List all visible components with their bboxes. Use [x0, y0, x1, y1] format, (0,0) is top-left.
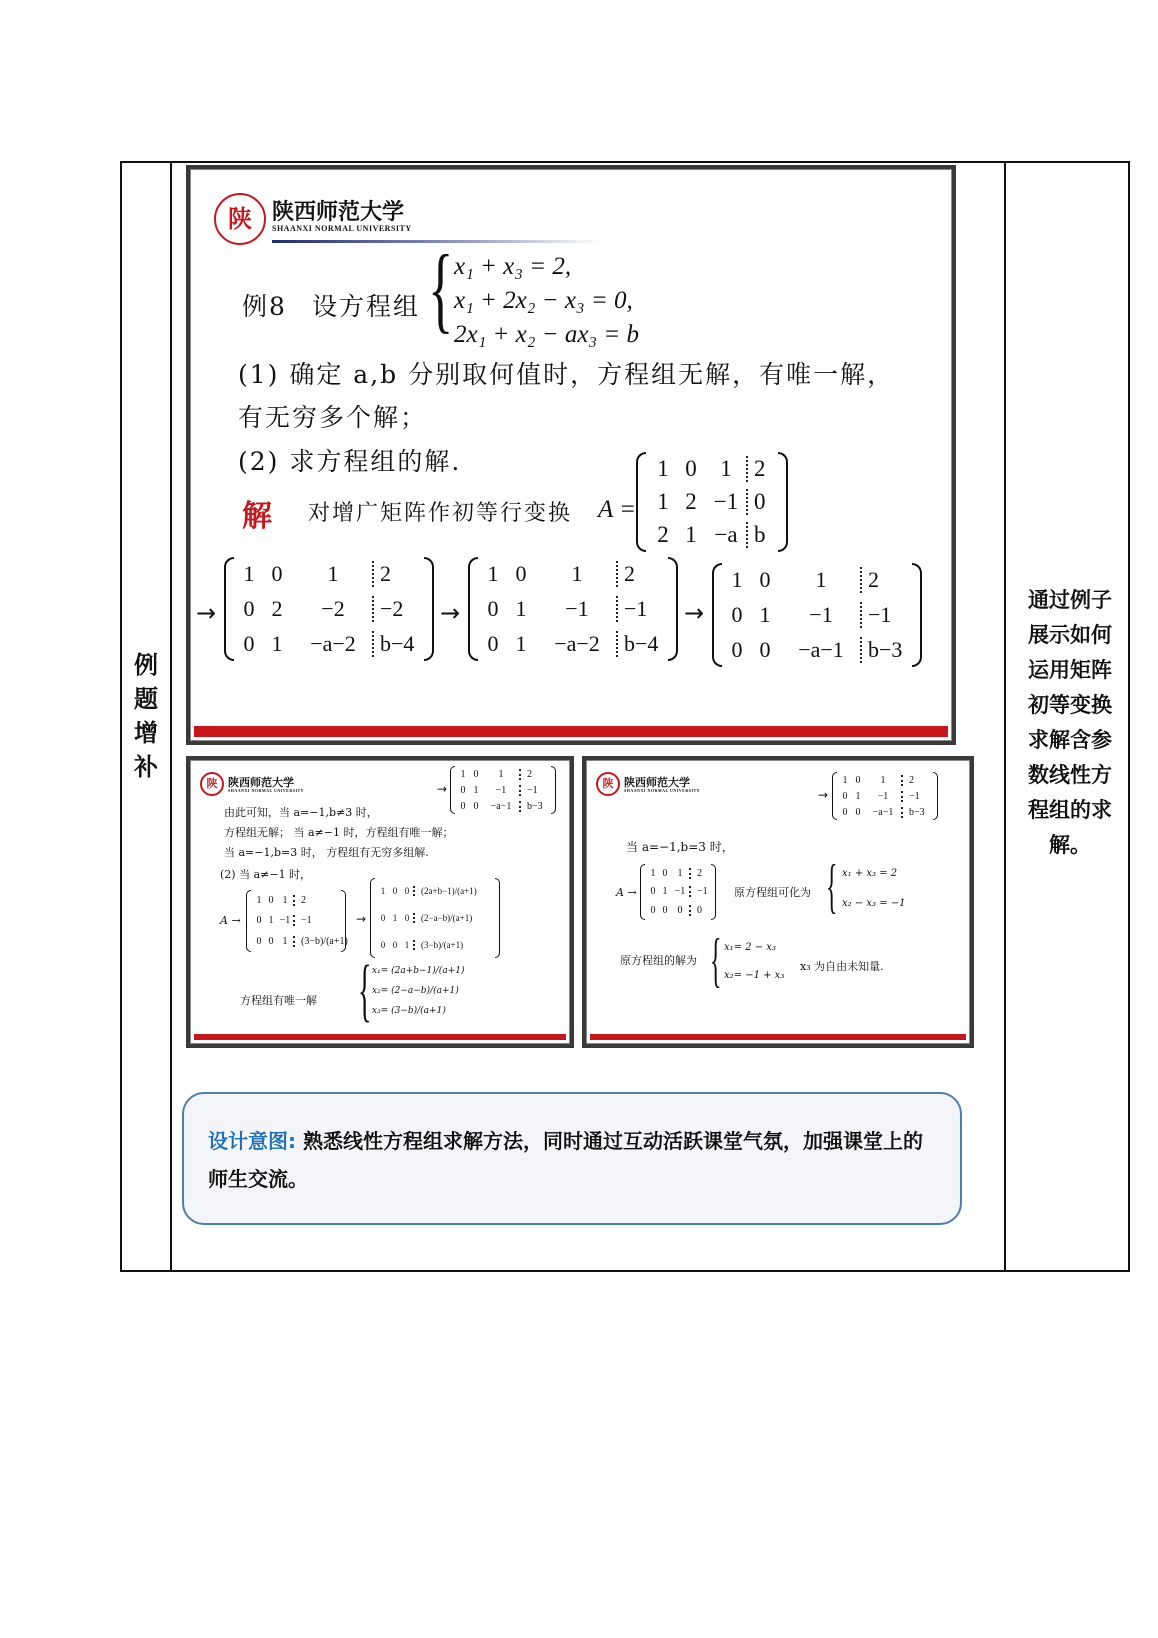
- matrix-cell: 1: [392, 912, 398, 923]
- matrix-cell: b−4: [616, 631, 664, 657]
- note-line: 解。: [1049, 833, 1091, 857]
- matrix-cell: 1: [720, 455, 732, 481]
- matrix-cell: 1: [282, 894, 288, 906]
- matrix-cell: 0: [677, 905, 683, 917]
- note-line: 数线性方: [1028, 763, 1112, 787]
- matrix-cell: 2: [685, 488, 697, 514]
- university-logo-icon: 陕: [214, 193, 266, 245]
- matrix-cell: 1: [677, 867, 683, 879]
- matrix-cell: b: [746, 522, 774, 548]
- matrix-cell: 2: [519, 769, 549, 780]
- matrix-cell: 0: [759, 636, 771, 662]
- matrix-cell: −1: [495, 784, 507, 796]
- condition-text: 当 a=−1,b=3 时，: [626, 840, 734, 854]
- matrix-cell: −1: [293, 915, 339, 926]
- matrix-cell: −1: [713, 488, 739, 514]
- conclusion-line-2: 方程组无解； 当 a≠−1 时，方程组有唯一解；: [224, 826, 454, 839]
- matrix-cell: 1: [657, 488, 669, 514]
- matrix-cell: 2: [901, 775, 931, 786]
- teaching-note: [1016, 583, 1124, 863]
- matrix-cell: 0: [256, 915, 262, 927]
- matrix-cell: −1: [616, 596, 664, 622]
- university-name-cn: 陕西师范大学: [272, 199, 405, 225]
- row-label-char: 补: [134, 753, 158, 781]
- matrix-cell: 1: [815, 567, 827, 593]
- reduced-eq-1: x₁ + x₃ = 2: [842, 868, 898, 879]
- note-line: 求解含参: [1028, 728, 1112, 752]
- matrix-cell: −1: [279, 915, 291, 927]
- slide-infinite-solutions: [582, 756, 974, 1048]
- augmented-matrix: [636, 452, 788, 552]
- university-name-cn: 陕西师范大学: [228, 776, 294, 789]
- matrix-cell: 0: [268, 894, 274, 906]
- matrix-cell: 1: [380, 886, 386, 897]
- matrix-cell: 0: [404, 886, 410, 897]
- matrix-cell: 1: [282, 936, 288, 948]
- reduced-matrix: [640, 864, 716, 920]
- matrix-cell: 0: [685, 455, 697, 481]
- solution-brace: {: [358, 952, 372, 1029]
- matrix-cell: 1: [515, 630, 527, 656]
- matrix-cell: 2: [689, 868, 709, 879]
- table-divider-right: [1004, 163, 1006, 1270]
- matrix-cell: 0: [746, 489, 774, 515]
- matrix-cell: 1: [243, 561, 255, 587]
- matrix-cell: 0: [392, 939, 398, 950]
- arrow-icon: →: [356, 912, 367, 926]
- matrix-cell: 0: [662, 905, 668, 917]
- reduced-matrix-1: [246, 890, 346, 952]
- matrix-cell: 2: [293, 895, 339, 906]
- university-name-cn: 陕西师范大学: [624, 776, 690, 789]
- matrix-cell: b−4: [372, 631, 420, 657]
- matrix-cell: 2: [746, 456, 774, 482]
- matrix-cell: −a−1: [798, 636, 844, 662]
- row-label-char: 例: [134, 651, 158, 679]
- university-name-en: SHAANXI NORMAL UNIVERSITY: [624, 788, 701, 793]
- question-2: (2) 求方程组的解.: [238, 447, 462, 476]
- matrix-cell: 1: [327, 561, 339, 587]
- matrix-cell: 0: [731, 636, 743, 662]
- matrix-cell: −a−2: [554, 630, 600, 656]
- matrix-cell: b−3: [901, 807, 931, 818]
- matrix-cell: 2: [860, 567, 908, 593]
- slide-footer-bar: [590, 1034, 966, 1040]
- matrix-cell: 1: [256, 894, 262, 906]
- matrix-cell: −1: [519, 785, 549, 796]
- matrix-cell: −1: [860, 602, 908, 628]
- matrix-cell: 1: [515, 595, 527, 621]
- conclusion-line-1: 由此可知，当 a=−1,b≠3 时，: [224, 806, 378, 819]
- matrix-cell: −a−1: [490, 800, 512, 812]
- arrow-icon: →: [196, 599, 217, 627]
- matrix-cell: 0: [759, 567, 771, 593]
- matrix-cell: 1: [271, 630, 283, 656]
- solution-label: 解: [242, 499, 274, 534]
- augmented-label: A =: [598, 496, 636, 523]
- arrow-icon: →: [684, 599, 705, 627]
- matrix-cell: b−3: [519, 801, 549, 812]
- solution-x1: x₁= 2 − x₃: [724, 942, 776, 953]
- matrix-cell: −1: [809, 601, 833, 627]
- matrix-cell: 1: [404, 939, 410, 950]
- matrix-cell: −2: [321, 595, 345, 621]
- matrix-cell: −1: [565, 595, 589, 621]
- design-intent-box: [182, 1092, 962, 1225]
- system-eq-3: 2x₁ + x₂ − ax₃ = b: [454, 321, 639, 348]
- matrix-cell: 0: [842, 806, 848, 818]
- matrix-cell: 0: [662, 867, 668, 879]
- matrix-cell: (2−a−b)/(a+1): [413, 913, 493, 923]
- design-intent-label: 设计意图:: [208, 1129, 296, 1153]
- step-matrix-3: [712, 563, 922, 667]
- matrix-cell: −1: [901, 791, 931, 802]
- matrix-cell: 0: [855, 774, 861, 786]
- augmented-label: A →: [220, 914, 241, 927]
- matrix-cell: 0: [380, 912, 386, 923]
- reduced-system-label: 原方程组可化为: [734, 886, 811, 899]
- note-line: 通过例子: [1028, 588, 1112, 612]
- free-variable-note: x₃ 为自由未知量.: [800, 960, 884, 973]
- matrix-cell: 0: [473, 800, 479, 812]
- solution-x2: x₂= −1 + x₃: [724, 970, 785, 981]
- top-reduced-matrix: [832, 772, 938, 820]
- matrix-cell: 0: [842, 790, 848, 802]
- example-label: 例8: [242, 292, 287, 321]
- system-eq-2: x₁ + 2x₂ − x₃ = 0,: [454, 287, 633, 314]
- matrix-cell: 0: [243, 630, 255, 656]
- matrix-cell: 1: [842, 774, 848, 786]
- top-reduced-matrix: [450, 766, 556, 814]
- matrix-cell: 0: [380, 939, 386, 950]
- matrix-cell: (2a+b−1)/(a+1): [413, 886, 493, 896]
- matrix-cell: 0: [256, 936, 262, 948]
- solution-x3: x₃= (3−b)/(a+1): [372, 1006, 446, 1016]
- note-line: 程组的求: [1028, 798, 1112, 822]
- matrix-cell: −2: [372, 596, 420, 622]
- row-label: [128, 648, 164, 784]
- design-intent-text: 熟悉线性方程组求解方法，同时通过互动活跃课堂气氛，加强课堂上的师生交流。: [208, 1129, 923, 1191]
- matrix-cell: 2: [372, 561, 420, 587]
- reduced-matrix-2: [370, 878, 500, 958]
- arrow-icon: →: [818, 788, 829, 802]
- question-1-line-2: 有无穷多个解；: [238, 403, 428, 432]
- slide-example-8: [186, 165, 956, 745]
- conclusion-line-3: 当 a=−1,b=3 时， 方程组有无穷多组解.: [224, 846, 429, 859]
- unique-solution-text: 方程组有唯一解: [240, 994, 317, 1007]
- matrix-cell: 0: [650, 905, 656, 917]
- system-brace: {: [826, 853, 838, 919]
- matrix-cell: 1: [662, 886, 668, 898]
- matrix-cell: 1: [650, 867, 656, 879]
- table-divider-left: [170, 163, 172, 1270]
- system-brace: {: [428, 235, 454, 342]
- row-label-char: 题: [134, 685, 158, 713]
- part-2-condition: (2) 当 a≠−1 时，: [220, 868, 312, 881]
- matrix-cell: 0: [404, 912, 410, 923]
- university-name-en: SHAANXI NORMAL UNIVERSITY: [272, 224, 412, 233]
- matrix-cell: −a−1: [872, 806, 894, 818]
- matrix-cell: 1: [759, 601, 771, 627]
- note-line: 初等变换: [1028, 693, 1112, 717]
- matrix-cell: 0: [460, 784, 466, 796]
- matrix-cell: −1: [689, 886, 709, 897]
- solution-x1: x₁= (2a+b−1)/(a+1): [372, 966, 465, 976]
- arrow-icon: →: [437, 782, 448, 796]
- augmented-label: A →: [616, 886, 637, 899]
- matrix-cell: −1: [877, 790, 889, 802]
- matrix-cell: 0: [271, 561, 283, 587]
- matrix-cell: −1: [674, 886, 686, 898]
- reduced-eq-2: x₂ − x₃ = −1: [842, 898, 906, 909]
- question-1-line-1: (1) 确定 a,b 分别取何值时，方程组无解，有唯一解，: [238, 360, 895, 389]
- matrix-cell: 0: [650, 886, 656, 898]
- matrix-cell: −a: [714, 522, 738, 548]
- matrix-cell: 0: [731, 601, 743, 627]
- matrix-cell: 1: [473, 784, 479, 796]
- matrix-cell: 0: [855, 806, 861, 818]
- matrix-cell: (3−b)/(a+1): [293, 936, 339, 947]
- step-matrix-2: [468, 557, 678, 661]
- matrix-cell: 0: [473, 768, 479, 780]
- matrix-cell: 0: [243, 595, 255, 621]
- matrix-cell: 0: [268, 936, 274, 948]
- matrix-cell: 1: [731, 567, 743, 593]
- note-line: 运用矩阵: [1028, 658, 1112, 682]
- matrix-cell: 2: [657, 522, 669, 548]
- matrix-cell: 1: [685, 522, 697, 548]
- matrix-cell: 1: [498, 768, 504, 780]
- slide-footer-bar: [194, 726, 948, 737]
- matrix-cell: 1: [268, 915, 274, 927]
- matrix-cell: 1: [460, 768, 466, 780]
- matrix-cell: (3−b)/(a+1): [413, 940, 493, 950]
- note-line: 展示如何: [1028, 623, 1112, 647]
- university-logo-icon: 陕: [200, 772, 224, 796]
- matrix-cell: 1: [855, 790, 861, 802]
- matrix-cell: b−3: [860, 637, 908, 663]
- matrix-cell: 1: [880, 774, 886, 786]
- university-logo-icon: 陕: [596, 772, 620, 796]
- matrix-cell: 0: [487, 630, 499, 656]
- setup-text: 设方程组: [312, 292, 421, 321]
- matrix-cell: 2: [616, 561, 664, 587]
- matrix-cell: 0: [689, 905, 709, 916]
- solution-brace: {: [710, 927, 722, 993]
- matrix-cell: 1: [487, 561, 499, 587]
- solution-intro: 对增广矩阵作初等行变换: [308, 501, 573, 526]
- matrix-cell: 0: [515, 561, 527, 587]
- arrow-icon: →: [440, 599, 461, 627]
- university-name-en: SHAANXI NORMAL UNIVERSITY: [228, 788, 305, 793]
- solution-x2: x₂= (2−a−b)/(a+1): [372, 986, 459, 996]
- solution-label: 原方程组的解为: [620, 954, 697, 967]
- step-matrix-1: [224, 557, 434, 661]
- matrix-cell: 1: [571, 561, 583, 587]
- matrix-cell: 0: [460, 800, 466, 812]
- matrix-cell: 2: [271, 595, 283, 621]
- row-label-char: 增: [134, 719, 158, 747]
- matrix-cell: −a−2: [310, 630, 356, 656]
- matrix-cell: 0: [392, 886, 398, 897]
- slide-unique-solution: [186, 756, 574, 1048]
- matrix-cell: 0: [487, 595, 499, 621]
- slide-footer-bar: [194, 1034, 566, 1040]
- matrix-cell: 1: [657, 455, 669, 481]
- system-eq-1: x₁ + x₃ = 2,: [454, 253, 572, 280]
